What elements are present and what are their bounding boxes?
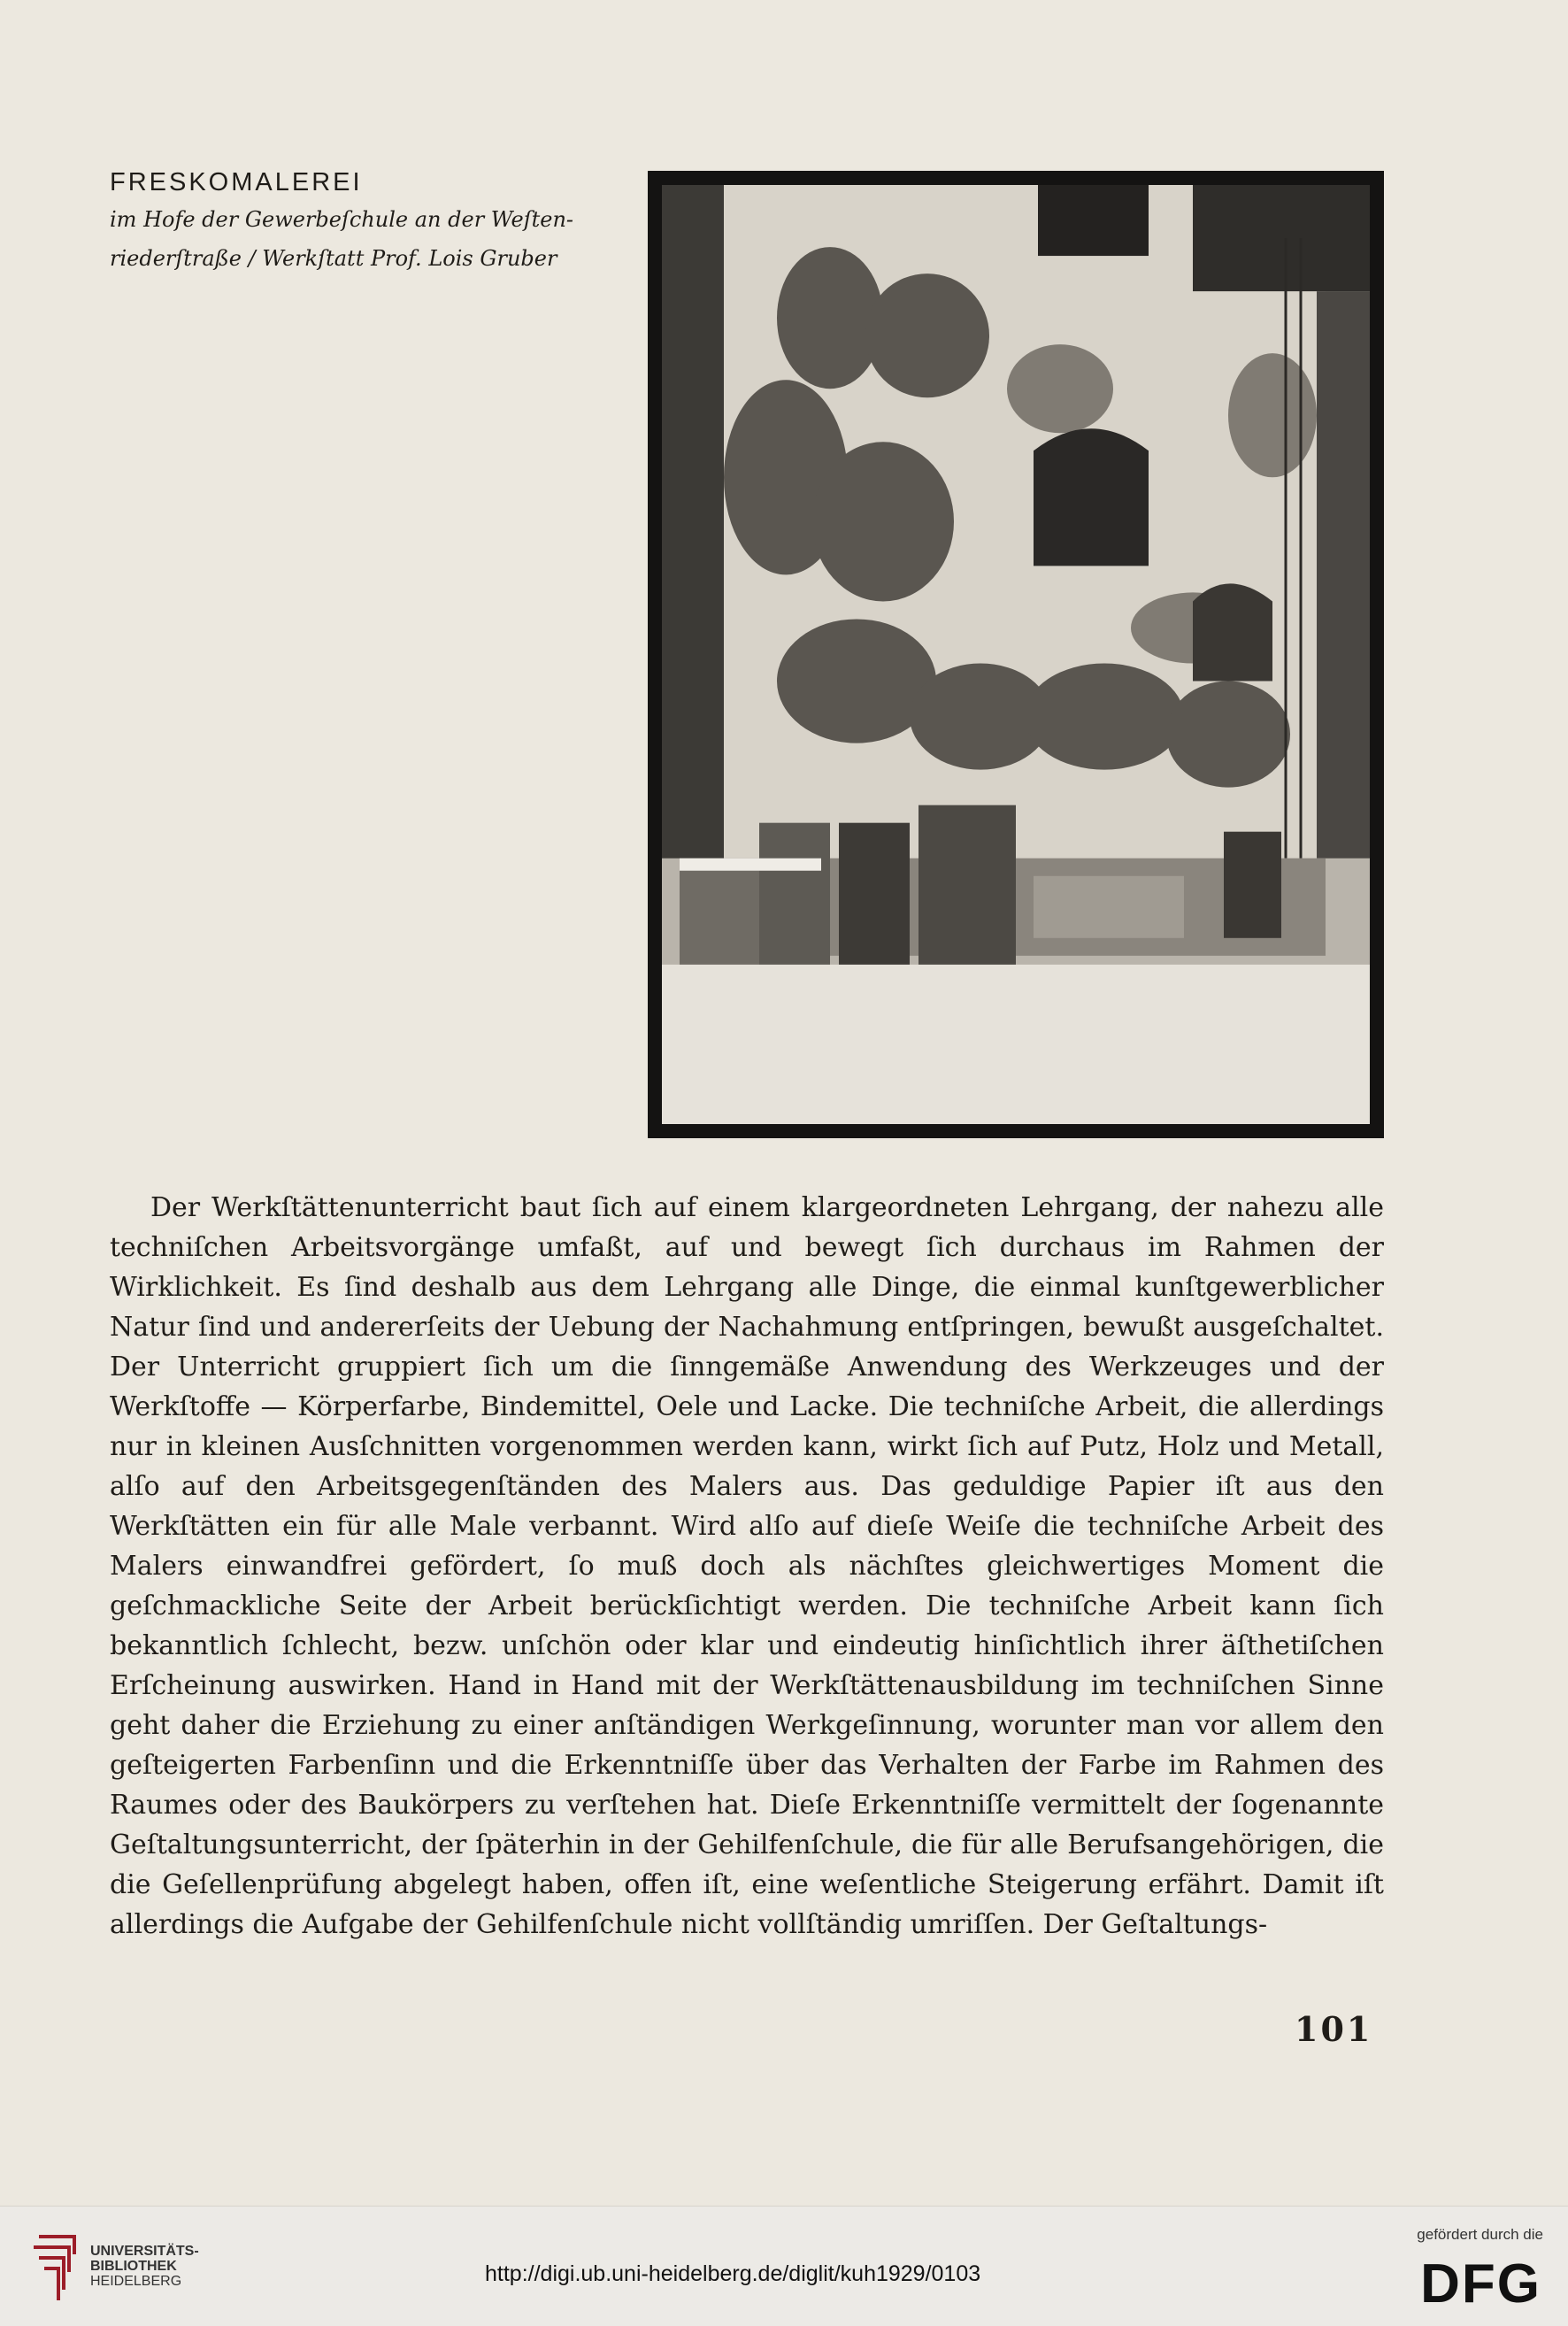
permalink-url[interactable]: http://digi.ub.uni-heidelberg.de/diglit/kuh1929/0103 — [485, 2261, 981, 2286]
body-text — [110, 1188, 1384, 1945]
dfg-logo: DFG — [1420, 2253, 1541, 2314]
library-name — [90, 2244, 199, 2289]
photo-caption — [110, 165, 605, 278]
page-number: 101 — [1295, 2009, 1373, 2049]
body-paragraph: Der Werkſtättenunterricht baut ſich auf einem klargeordneten Lehrgang, der nahezu alle techniſchen Arbeitsvorgänge umfaßt, auf und bewegt ſich durchaus im Rahmen der Wirklichkeit. Es ſind deshalb aus dem Lehrgang alle Dinge, die einmal kunſtgewerblicher Natur ſind und andererſeits der Uebung der Nachahmung entſpringen, bewußt ausgeſchaltet. Der Unterricht gruppiert ſich um die ſinngemäße Anwendung des Werkzeuges und der Werkſtoffe — Körperfarbe, Bindemittel, Oele und Lacke. Die techniſche Arbeit, die allerdings nur in kleinen Ausſchnitten vorgenommen werden kann, wirkt ſich auf Putz, Holz und Metall, alſo auf den Arbeitsgegenſtänden des Malers aus. Das geduldige Papier iſt aus den Werkſtätten ein für alle Male verbannt. Wird alſo auf dieſe Weiſe die techniſche Arbeit des Malers einwandfrei gefördert, ſo muß doch als nächſtes gleichwertiges Moment die geſchmackliche Seite der Arbeit berückſichtigt werden. Die techniſche Arbeit kann ſich bekanntlich ſchlecht, bezw. unſchön oder klar und eindeutig hinſichtlich ihrer äſthetiſchen Erſcheinung auswirken. Hand in Hand mit der Werkſtättenausbildung im techniſchen Sinne geht daher die Erziehung zu einer anſtändigen Werkgeſinnung, worunter man vor allem den geſteigerten Farbenſinn und die Erkenntniſſe über das Verhalten der Farbe im Rahmen des Raumes oder des Baukörpers zu verſtehen hat. Dieſe Erkenntniſſe vermittelt der ſogenannte Geſtaltungsunterricht, der ſpäterhin in der Gehilfenſchule, die für alle Berufsangehörigen, die die Geſellenprüfung abgelegt haben, offen iſt, eine weſentliche Steigerung erfährt. Damit iſt allerdings die Aufgabe der Gehilfenſchule nicht vollſtändig umriſſen. Der Geſtaltungs- — [110, 1192, 1384, 1940]
university-library-logo-icon — [30, 2228, 94, 2307]
funded-by-label: gefördert durch die — [1417, 2226, 1543, 2243]
caption-line-2: riederſtraße / Werkſtatt Prof. Lois Gruber — [110, 246, 557, 271]
library-name-line-3: HEIDELBERG — [90, 2274, 182, 2289]
viewer-footer — [0, 2206, 1568, 2326]
caption-title: FRESKOMALEREI — [110, 168, 363, 196]
photo-frame — [648, 171, 1384, 1138]
library-name-line-1: UNIVERSITÄTS- — [90, 2244, 199, 2259]
mural-photograph-icon — [662, 185, 1370, 1124]
library-name-line-2: BIBLIOTHEK — [90, 2259, 177, 2274]
caption-line-1: im Hofe der Gewerbeſchule an der Weſten- — [110, 207, 574, 232]
